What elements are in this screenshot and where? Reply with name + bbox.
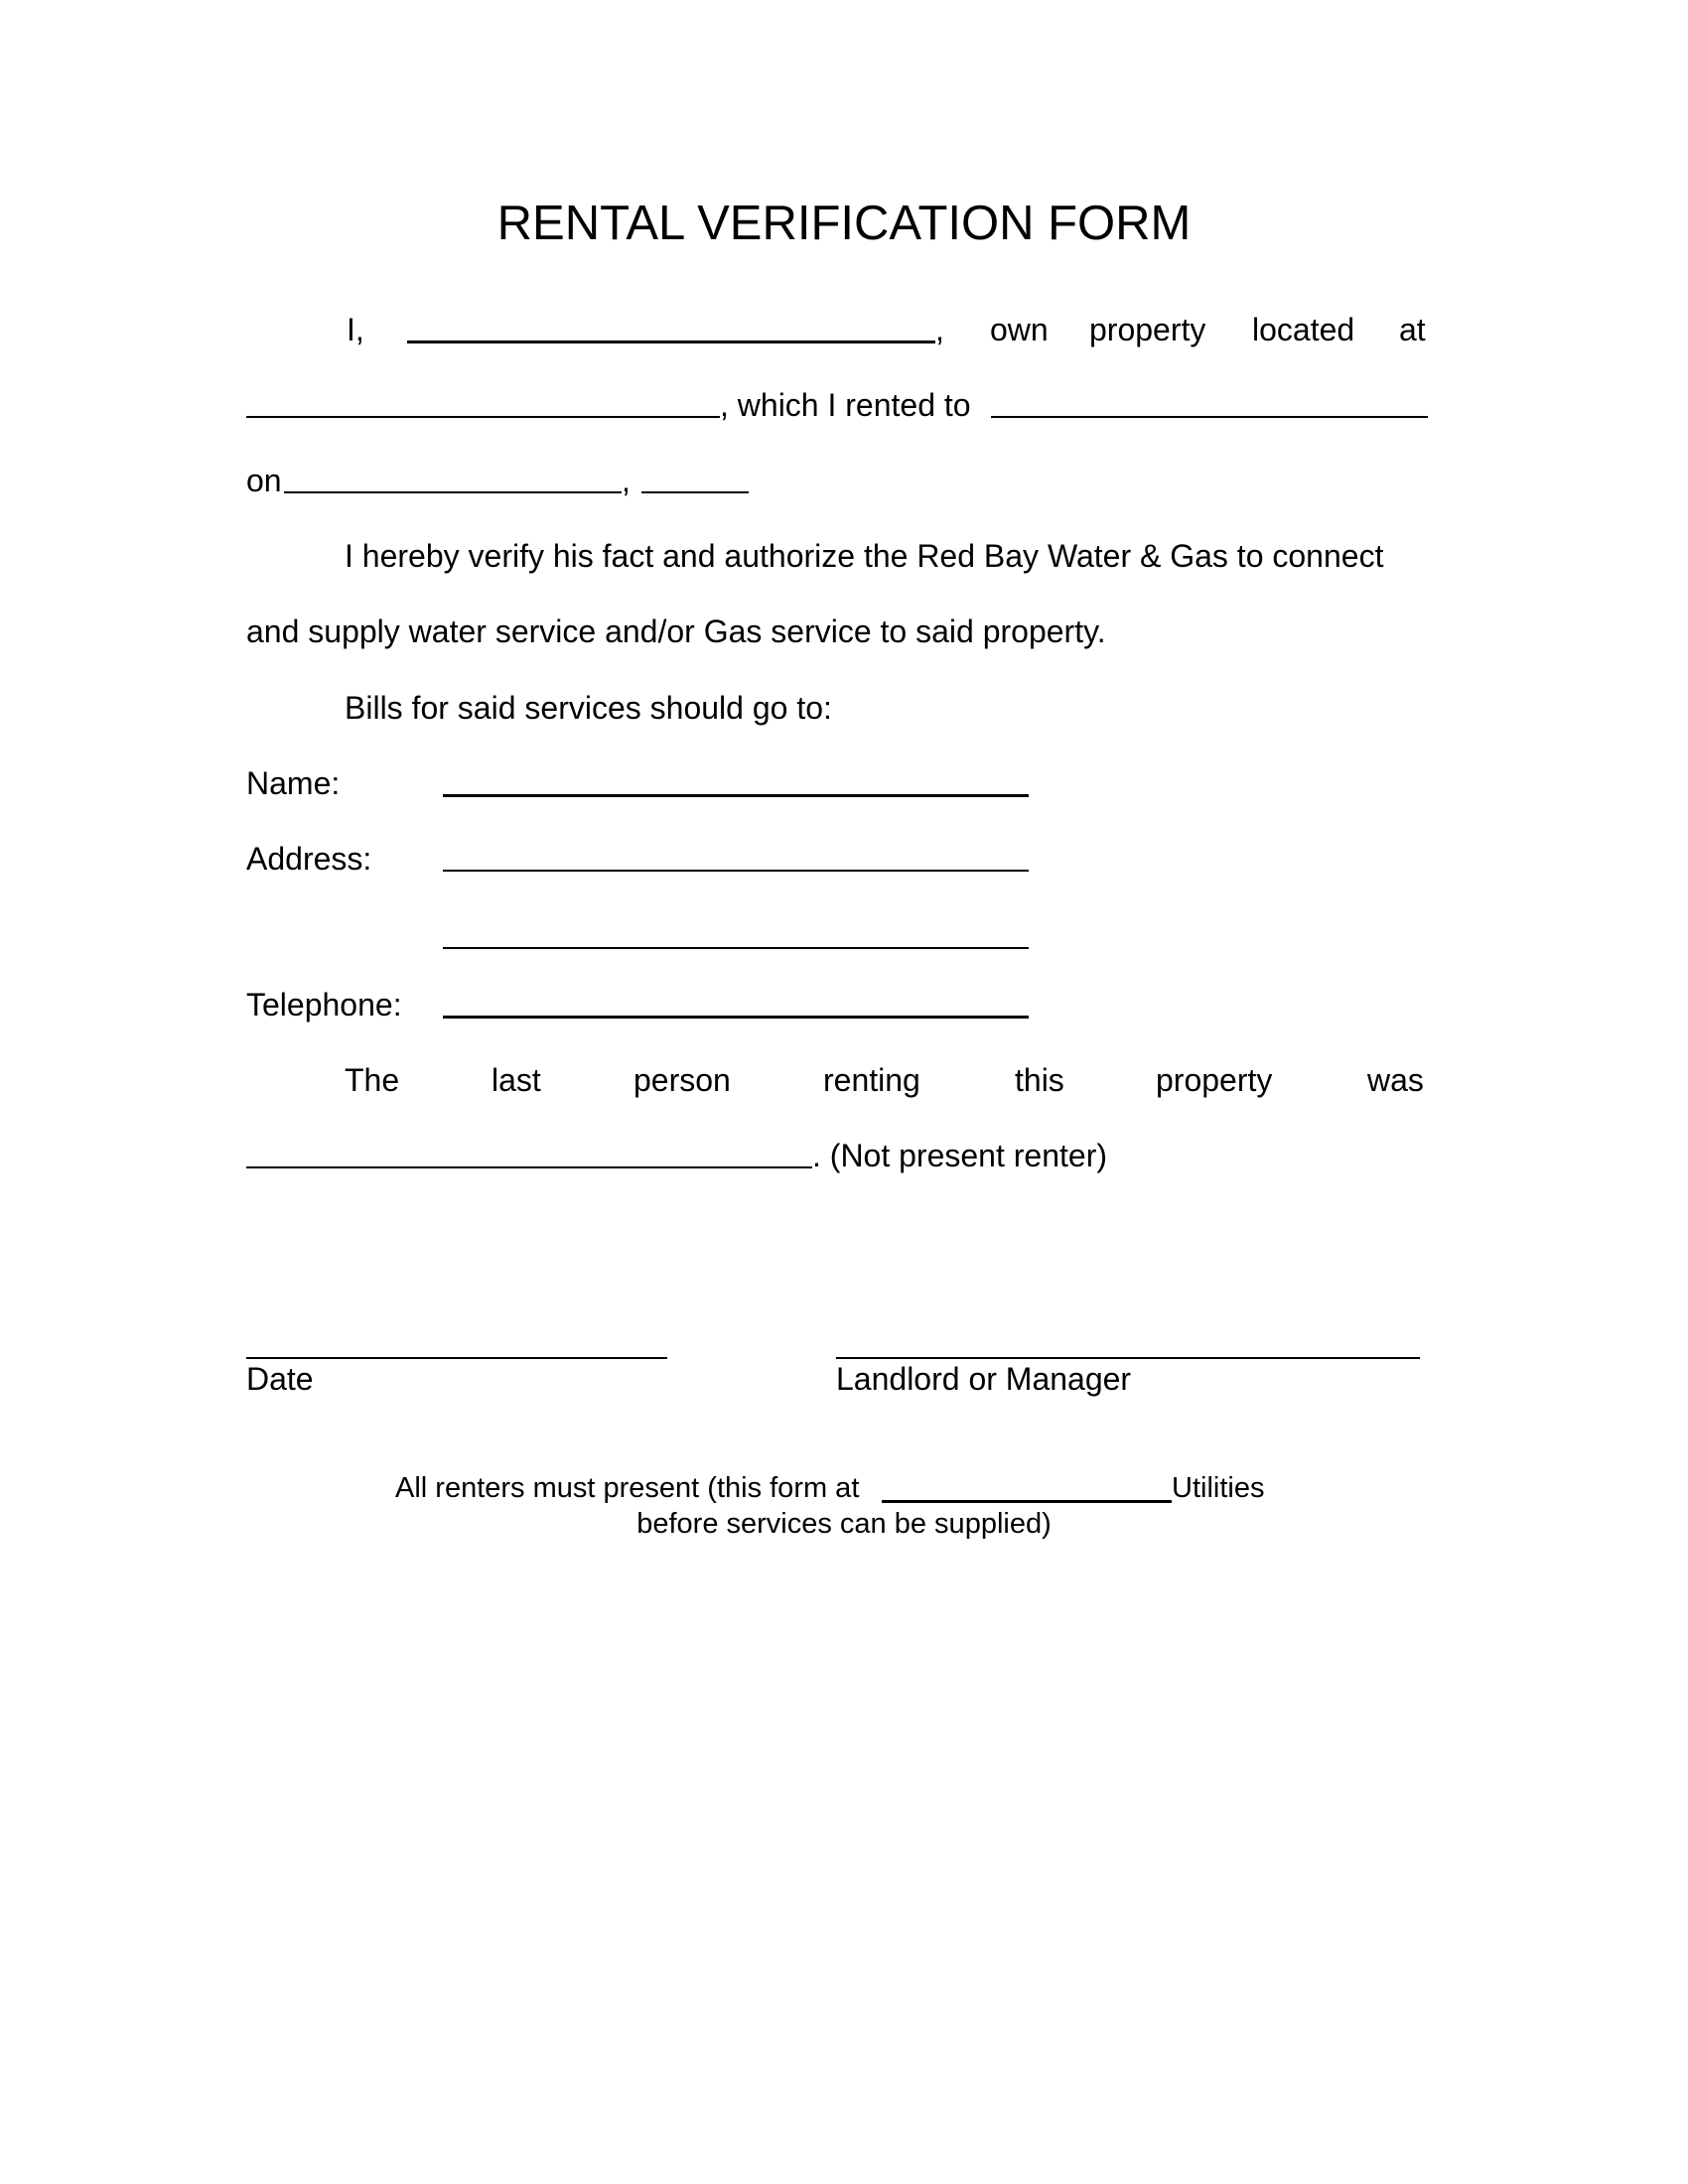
owner-name-blank[interactable] — [407, 341, 935, 343]
footer-line-2: before services can be supplied) — [636, 1508, 1052, 1540]
word-i: I, — [347, 312, 364, 347]
which-rented-text: , which I rented to — [720, 387, 971, 423]
word-last: last — [492, 1062, 541, 1098]
word-renting: renting — [823, 1062, 920, 1098]
name-label: Name: — [246, 765, 341, 801]
property-address-blank[interactable] — [246, 416, 720, 418]
word-was: was — [1367, 1062, 1424, 1098]
word-on: on — [246, 463, 282, 498]
last-renter-blank[interactable] — [246, 1166, 812, 1168]
word-own: own — [990, 312, 1049, 347]
name-field-line[interactable] — [443, 794, 1029, 797]
rental-year-blank[interactable] — [641, 491, 749, 493]
address-label: Address: — [246, 841, 372, 877]
word-person: person — [633, 1062, 731, 1098]
word-property-2: property — [1156, 1062, 1273, 1098]
bills-intro: Bills for said services should go to: — [345, 690, 832, 726]
utilities-location-blank[interactable] — [882, 1500, 1172, 1503]
word-comma: , — [935, 312, 944, 347]
authorization-line-2: and supply water service and/or Gas service to said property. — [246, 614, 1106, 649]
word-at: at — [1399, 312, 1426, 347]
telephone-field-line[interactable] — [443, 1016, 1029, 1019]
word-this: this — [1015, 1062, 1064, 1098]
telephone-label: Telephone: — [246, 987, 402, 1023]
word-the: The — [345, 1062, 400, 1098]
comma-after-date: , — [622, 463, 631, 498]
landlord-label: Landlord or Manager — [836, 1361, 1132, 1397]
footer-line-1-prefix: All renters must present (this form at — [395, 1472, 860, 1504]
not-present-renter-note: . (Not present renter) — [812, 1138, 1107, 1173]
word-property: property — [1089, 312, 1206, 347]
authorization-line-1: I hereby verify his fact and authorize the Red Bay Water & Gas to connect — [345, 538, 1384, 574]
footer-line-1-suffix: Utilities — [1172, 1472, 1265, 1504]
address-field-line-1[interactable] — [443, 870, 1029, 872]
rental-date-blank[interactable] — [284, 491, 622, 493]
renter-name-blank[interactable] — [991, 416, 1428, 418]
page-title: RENTAL VERIFICATION FORM — [496, 197, 1192, 250]
address-field-line-2[interactable] — [443, 947, 1029, 949]
date-label: Date — [246, 1361, 314, 1397]
word-located: located — [1252, 312, 1355, 347]
